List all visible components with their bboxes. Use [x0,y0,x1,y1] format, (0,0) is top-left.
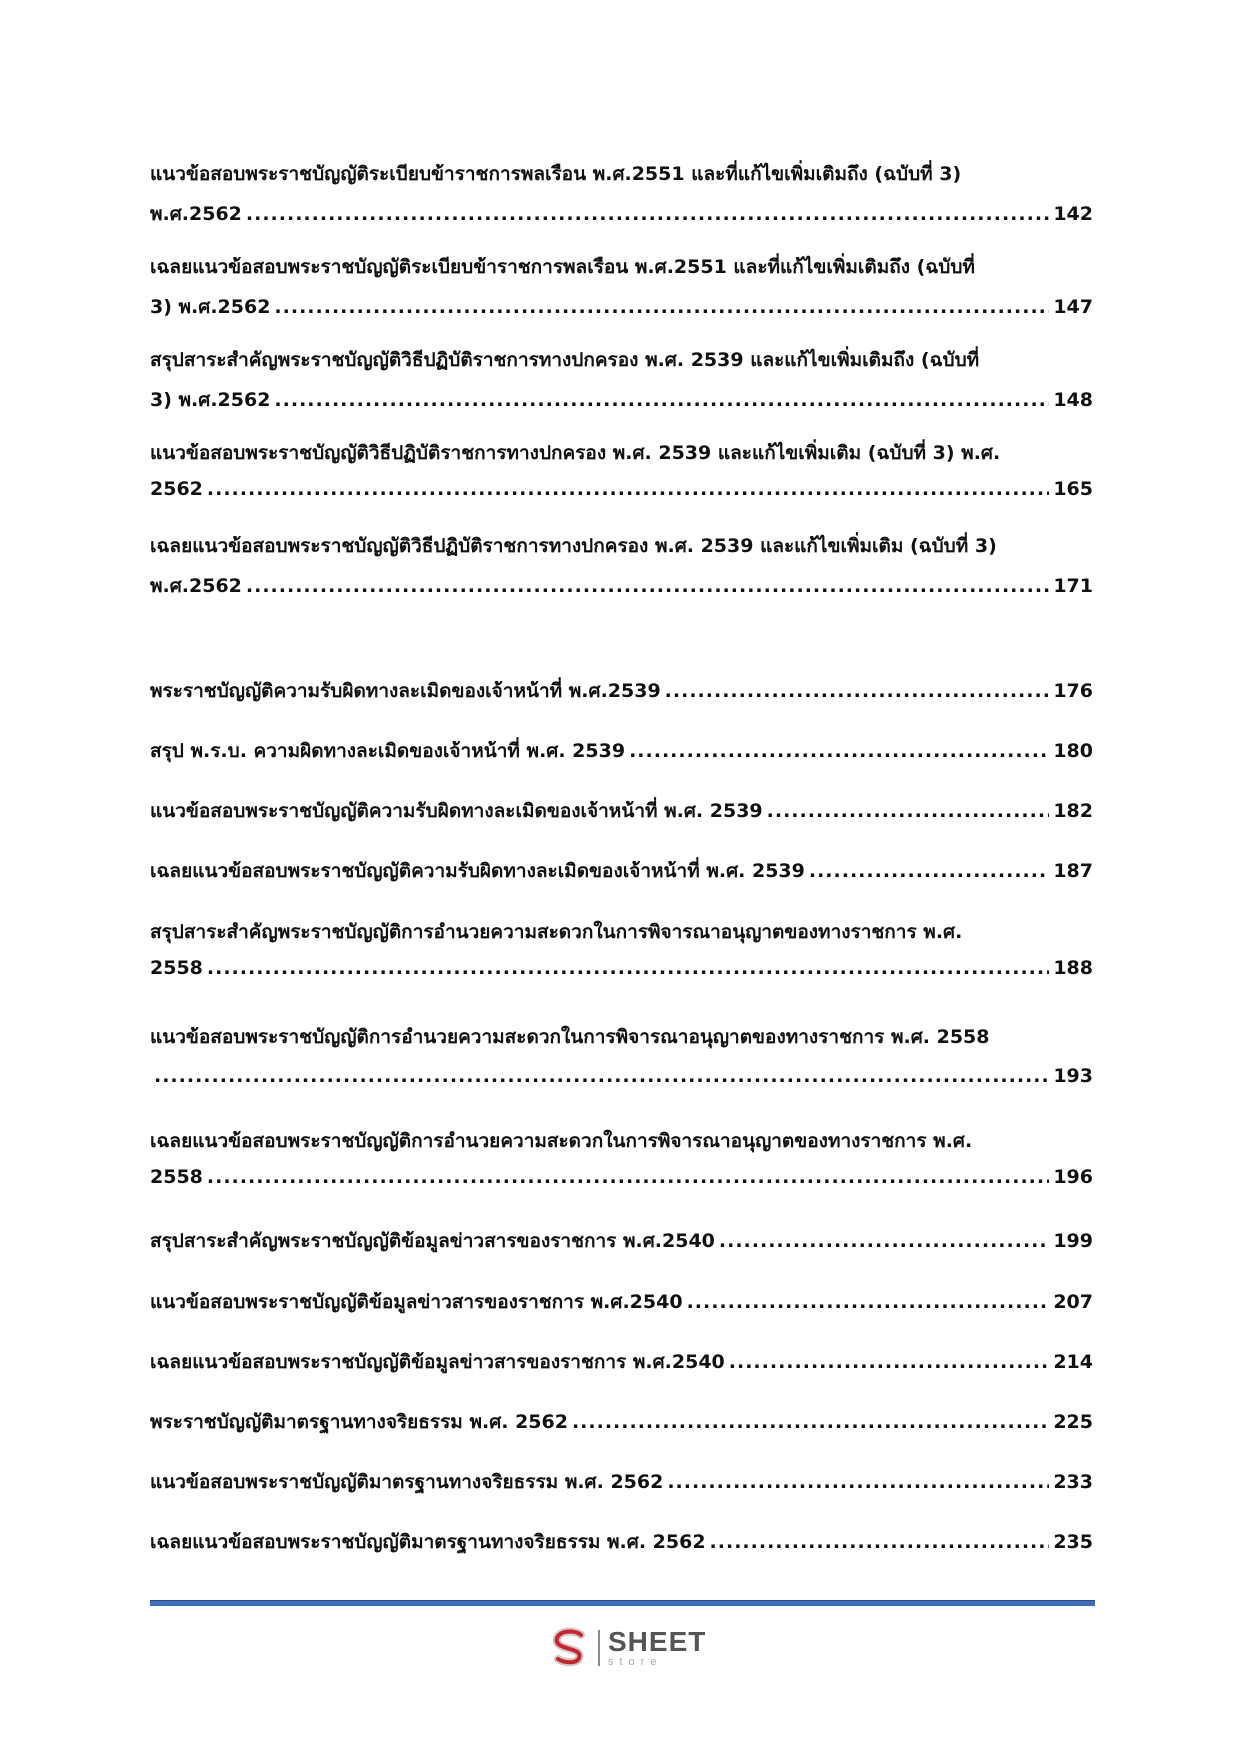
toc-page-number: 233 [1053,1471,1093,1493]
toc-entry-title-cont: พ.ศ.2562 [150,575,242,597]
dot-leader [729,1351,1050,1373]
dot-leader [274,389,1049,411]
toc-page-number: 171 [1053,575,1093,597]
toc-entry-title: พระราชบัญญัติความรับผิดทางละเมิดของเจ้าหน้าที่ พ.ศ.2539 [150,680,661,702]
dot-leader [207,1166,1049,1188]
dot-leader [572,1411,1049,1433]
toc-entry-title-cont: 3) พ.ศ.2562 [150,296,271,318]
dot-leader [246,203,1049,225]
dot-leader [667,1471,1049,1493]
toc-entry-title: สรุปสาระสำคัญพระราชบัญญัติการอำนวยความสะดวกในการพิจารณาอนุญาตของทางราชการ พ.ศ. [150,921,963,943]
toc-entry-title-cont: 2558 [150,957,203,979]
toc-page-number: 142 [1053,203,1093,225]
toc-entry-title: เฉลยแนวข้อสอบพระราชบัญญัติความรับผิดทางละเมิดของเจ้าหน้าที่ พ.ศ. 2539 [150,860,805,882]
toc-page-number: 207 [1053,1291,1093,1313]
toc-page-number: 225 [1053,1411,1093,1433]
toc-entry-title-cont: 3) พ.ศ.2562 [150,389,271,411]
toc-entry-title: เฉลยแนวข้อสอบพระราชบัญญัติมาตรฐานทางจริยธรรม พ.ศ. 2562 [150,1531,706,1553]
toc-page-number: 147 [1053,296,1093,318]
footer-divider [150,1600,1095,1606]
toc-page-number: 188 [1053,957,1093,979]
toc-page-number: 148 [1053,389,1093,411]
toc-page-number: 165 [1053,478,1093,500]
dot-leader [767,800,1050,822]
toc-entry-title: สรุปสาระสำคัญพระราชบัญญัติวิธีปฏิบัติราชการทางปกครอง พ.ศ. 2539 และแก้ไขเพิ่มเติมถึง (ฉบับที่ [150,349,980,371]
sheet-store-logo [548,1624,706,1672]
toc-page-number: 180 [1053,740,1093,762]
toc-entry-title: สรุป พ.ร.บ. ความผิดทางละเมิดของเจ้าหน้าที่ พ.ศ. 2539 [150,740,626,762]
toc-entry-title: แนวข้อสอบพระราชบัญญัติมาตรฐานทางจริยธรรม พ.ศ. 2562 [150,1471,664,1493]
toc-entry-title: เฉลยแนวข้อสอบพระราชบัญญัติวิธีปฏิบัติราชการทางปกครอง พ.ศ. 2539 และแก้ไขเพิ่มเติม (ฉบับที่ 3) [150,535,997,557]
toc-entry-title-cont: 2562 [150,478,203,500]
toc-page-number: 214 [1053,1351,1093,1373]
toc-page-number: 193 [1053,1065,1093,1087]
toc-entry-title: แนวข้อสอบพระราชบัญญัติการอำนวยความสะดวกในการพิจารณาอนุญาตของทางราชการ พ.ศ. 2558 [150,1026,990,1048]
dot-leader [719,1230,1049,1252]
dot-leader [274,296,1049,318]
toc-entry-title-cont: พ.ศ.2562 [150,203,242,225]
toc-entry-title: แนวข้อสอบพระราชบัญญัติข้อมูลข่าวสารของราชการ พ.ศ.2540 [150,1291,683,1313]
toc-page-number: 196 [1053,1166,1093,1188]
toc-entry-title: แนวข้อสอบพระราชบัญญัติความรับผิดทางละเมิดของเจ้าหน้าที่ พ.ศ. 2539 [150,800,763,822]
dot-leader [629,740,1049,762]
toc-page-number: 187 [1053,860,1093,882]
brand-subname: store [608,1656,663,1668]
dot-leader [809,860,1049,882]
dot-leader [154,1065,1049,1087]
toc-entry-title: เฉลยแนวข้อสอบพระราชบัญญัติการอำนวยความสะดวกในการพิจารณาอนุญาตของทางราชการ พ.ศ. [150,1130,973,1152]
toc-entry-title: สรุปสาระสำคัญพระราชบัญญัติข้อมูลข่าวสารของราชการ พ.ศ.2540 [150,1230,715,1252]
logo-separator [598,1630,600,1666]
toc-entry-title: เฉลยแนวข้อสอบพระราชบัญญัติระเบียบข้าราชการพลเรือน พ.ศ.2551 และที่แก้ไขเพิ่มเติมถึง (ฉบับที่ [150,256,975,278]
brand-s-icon [548,1626,592,1670]
dot-leader [207,957,1049,979]
toc-entry-title: แนวข้อสอบพระราชบัญญัติวิธีปฏิบัติราชการทางปกครอง พ.ศ. 2539 และแก้ไขเพิ่มเติม (ฉบับที่ 3) พ.ศ. [150,442,1001,464]
toc-page-number: 235 [1053,1531,1093,1553]
toc-page-number: 199 [1053,1230,1093,1252]
toc-page-number: 182 [1053,800,1093,822]
toc-entry-title: เฉลยแนวข้อสอบพระราชบัญญัติข้อมูลข่าวสารของราชการ พ.ศ.2540 [150,1351,725,1373]
dot-leader [207,478,1049,500]
dot-leader [665,680,1050,702]
toc-page-number: 176 [1053,680,1093,702]
dot-leader [687,1291,1050,1313]
dot-leader [710,1531,1050,1553]
brand-name: SHEET [608,1626,707,1657]
dot-leader [246,575,1049,597]
toc-entry-title: พระราชบัญญัติมาตรฐานทางจริยธรรม พ.ศ. 2562 [150,1411,568,1433]
toc-entry-title: แนวข้อสอบพระราชบัญญัติระเบียบข้าราชการพลเรือน พ.ศ.2551 และที่แก้ไขเพิ่มเติมถึง (ฉบับที่ 3) [150,163,962,185]
toc-entry-title-cont: 2558 [150,1166,203,1188]
